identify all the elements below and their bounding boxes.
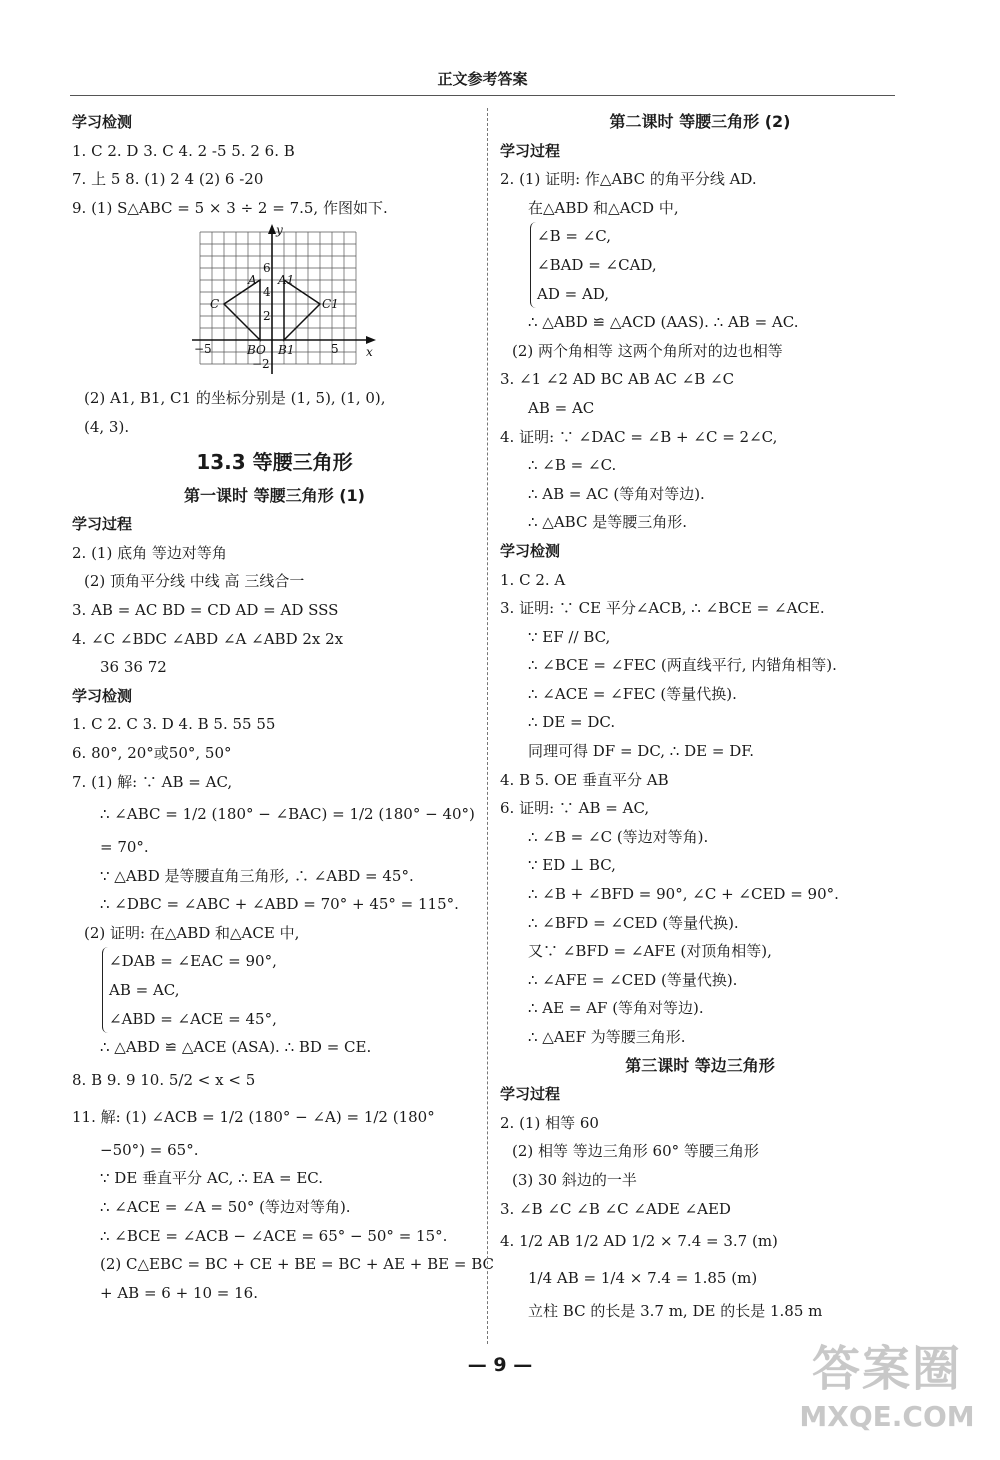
section-title: 学习过程 <box>500 141 561 160</box>
answer-line: ∴ ∠BCE = ∠FEC (两直线平行, 内错角相等). <box>528 656 837 675</box>
condition-line: ∠B = ∠C, <box>537 227 611 246</box>
answer-line: 7. (1) 解: ∵ AB = AC, <box>72 772 233 791</box>
watermark-logo <box>792 1338 982 1448</box>
answer-line: 9. (1) S△ABC = 5 × 3 ÷ 2 = 7.5, 作图如下. <box>72 198 388 217</box>
answer-line: (4, 3). <box>84 417 130 436</box>
left-column <box>72 108 494 1307</box>
answer-line: 1. C 2. C 3. D 4. B 5. 55 55 <box>72 715 276 734</box>
coordinate-graph <box>72 222 477 384</box>
point-label-c: C <box>210 297 220 312</box>
answer-line: 8. B 9. 9 10. 5/2 < x < 5 <box>72 1070 256 1089</box>
answer-line: 2. (1) 相等 60 <box>500 1113 599 1132</box>
answer-line: ∴ △ABD ≌ △ACD (AAS). ∴ AB = AC. <box>528 313 799 332</box>
point-label-a: A <box>248 273 257 288</box>
answer-line: ∵ DE 垂直平分 AC, ∴ EA = EC. <box>100 1169 323 1188</box>
section-title: 学习检测 <box>72 686 133 705</box>
column-divider <box>487 108 488 1344</box>
tick-label: −5 <box>194 342 212 357</box>
answer-line: 1. C 2. D 3. C 4. 2 -5 5. 2 6. B <box>72 141 295 160</box>
answer-line: ∴ ∠BCE = ∠ACB − ∠ACE = 65° − 50° = 15°. <box>100 1226 448 1245</box>
condition-brace <box>530 222 900 308</box>
answer-line: 立柱 BC 的长是 3.7 m, DE 的长是 1.85 m <box>528 1302 823 1321</box>
answer-line: 6. 证明: ∵ AB = AC, <box>500 799 650 818</box>
answer-line: 4. ∠C ∠BDC ∠ABD ∠A ∠ABD 2x 2x <box>72 629 344 648</box>
answer-line: 2. (1) 证明: 作△ABC 的角平分线 AD. <box>500 170 757 189</box>
answer-line: 4. 1/2 AB 1/2 AD 1/2 × 7.4 = 3.7 (m) <box>500 1232 778 1251</box>
condition-line: AB = AC, <box>109 981 180 1000</box>
answer-line: ∴ AB = AC (等角对等边). <box>528 484 705 503</box>
answer-line: 在△ABD 和△ACD 中, <box>528 198 679 217</box>
point-label-b1: B1 <box>278 343 295 358</box>
answer-line: 4. B 5. OE 垂直平分 AB <box>500 770 669 789</box>
watermark-url: MXQE.COM <box>799 1400 975 1433</box>
answer-line: 同理可得 DF = DC, ∴ DE = DF. <box>528 742 755 761</box>
answer-line: 1/4 AB = 1/4 × 7.4 = 1.85 (m) <box>528 1269 758 1288</box>
answer-line: + AB = 6 + 10 = 16. <box>100 1283 258 1302</box>
header-rule <box>70 95 895 96</box>
answer-line: 又∵ ∠BFD = ∠AFE (对顶角相等), <box>528 942 772 961</box>
answer-line: AB = AC <box>528 398 595 417</box>
section-title: 学习过程 <box>500 1085 561 1104</box>
answer-line: 3. ∠1 ∠2 AD BC AB AC ∠B ∠C <box>500 370 735 389</box>
answer-line: = 70°. <box>100 838 149 857</box>
section-title: 学习检测 <box>500 541 561 560</box>
watermark-text: 答案圈 <box>811 1341 962 1397</box>
condition-line: ∠ABD = ∠ACE = 45°, <box>109 1009 277 1028</box>
answer-line: 6. 80°, 20°或50°, 50° <box>72 743 232 762</box>
answer-line: 3. 证明: ∵ CE 平分∠ACB, ∴ ∠BCE = ∠ACE. <box>500 599 825 618</box>
answer-line: 11. 解: (1) ∠ACB = 1/2 (180° − ∠A) = 1/2 (180° <box>72 1107 435 1126</box>
page-header: 正文参考答案 <box>437 70 528 88</box>
coordinate-graph-svg <box>190 222 380 380</box>
answer-line: ∴ ∠B + ∠BFD = 90°, ∠C + ∠CED = 90°. <box>528 885 839 904</box>
answer-line: ∵ ED ⊥ BC, <box>528 856 616 875</box>
condition-brace <box>102 947 477 1033</box>
axis-y-label: y <box>276 223 283 238</box>
answer-line: (2) A1, B1, C1 的坐标分别是 (1, 5), (1, 0), <box>84 389 386 408</box>
answer-line: ∴ △ABD ≌ △ACE (ASA). ∴ BD = CE. <box>100 1038 372 1057</box>
answer-line: 3. AB = AC BD = CD AD = AD SSS <box>72 600 339 619</box>
answer-line: ∴ ∠DBC = ∠ABC + ∠ABD = 70° + 45° = 115°. <box>100 895 459 914</box>
chapter-title: 13.3 等腰三角形 <box>196 449 353 474</box>
answer-line: (2) C△EBC = BC + CE + BE = BC + AE + BE = BC <box>100 1255 494 1274</box>
answer-line: (2) 相等 等边三角形 60° 等腰三角形 <box>512 1142 759 1161</box>
answer-line: 7. 上 5 8. (1) 2 4 (2) 6 -20 <box>72 170 264 189</box>
point-label-bo: BO <box>247 343 266 358</box>
answer-line: ∴ AE = AF (等角对等边). <box>528 999 704 1018</box>
point-label-a1: A1 <box>278 273 295 288</box>
answer-line: ∴ △AEF 为等腰三角形. <box>528 1028 686 1046</box>
right-column <box>500 108 900 1326</box>
answer-line: ∵ EF // BC, <box>528 627 611 646</box>
page-number: — 9 — <box>467 1354 533 1376</box>
answer-line: (3) 30 斜边的一半 <box>512 1170 637 1189</box>
answer-line: ∴ ∠B = ∠C (等边对等角). <box>528 827 709 846</box>
answer-line: (2) 顶角平分线 中线 高 三线合一 <box>84 572 305 591</box>
answer-line: ∴ ∠AFE = ∠CED (等量代换). <box>528 970 738 989</box>
answer-line: (2) 证明: 在△ABD 和△ACE 中, <box>84 923 300 942</box>
answer-line: 36 36 72 <box>100 658 167 677</box>
tick-label: −2 <box>252 357 270 372</box>
lesson-title: 第二课时 等腰三角形 (2) <box>609 112 791 131</box>
axis-x-label: x <box>366 345 373 360</box>
tick-label: 6 <box>263 261 271 276</box>
answer-line: ∴ DE = DC. <box>528 713 616 732</box>
answer-line: ∵ △ABD 是等腰直角三角形, ∴ ∠ABD = 45°. <box>100 866 414 885</box>
answer-line: 1. C 2. A <box>500 570 566 589</box>
condition-line: ∠BAD = ∠CAD, <box>537 255 657 274</box>
answer-line: 3. ∠B ∠C ∠B ∠C ∠ADE ∠AED <box>500 1199 731 1218</box>
answer-line: ∴ ∠ACE = ∠A = 50° (等边对等角). <box>100 1198 351 1217</box>
answer-line: ∴ ∠B = ∠C. <box>528 456 617 475</box>
condition-line: ∠DAB = ∠EAC = 90°, <box>109 952 277 971</box>
answer-line: −50°) = 65°. <box>100 1140 199 1159</box>
answer-line: ∴ ∠ABC = 1/2 (180° − ∠BAC) = 1/2 (180° − 40°) <box>100 805 475 824</box>
condition-line: AD = AD, <box>537 284 610 303</box>
answer-line: ∴ ∠BFD = ∠CED (等量代换). <box>528 913 739 932</box>
point-label-c1: C1 <box>322 297 339 312</box>
tick-label: 4 <box>263 285 271 300</box>
answer-line: 4. 证明: ∵ ∠DAC = ∠B + ∠C = 2∠C, <box>500 427 778 446</box>
section-title: 学习过程 <box>72 515 133 534</box>
lesson-title: 第一课时 等腰三角形 (1) <box>184 485 365 505</box>
section-title: 学习检测 <box>72 113 133 131</box>
answer-line: 2. (1) 底角 等边对等角 <box>72 543 227 562</box>
lesson-title: 第三课时 等边三角形 <box>625 1055 775 1075</box>
answer-line: ∴ ∠ACE = ∠FEC (等量代换). <box>528 684 737 703</box>
answer-line: (2) 两个角相等 这两个角所对的边也相等 <box>512 341 783 360</box>
answer-line: ∴ △ABC 是等腰三角形. <box>528 513 687 532</box>
tick-label: 2 <box>263 309 271 324</box>
tick-label: 5 <box>331 342 339 357</box>
